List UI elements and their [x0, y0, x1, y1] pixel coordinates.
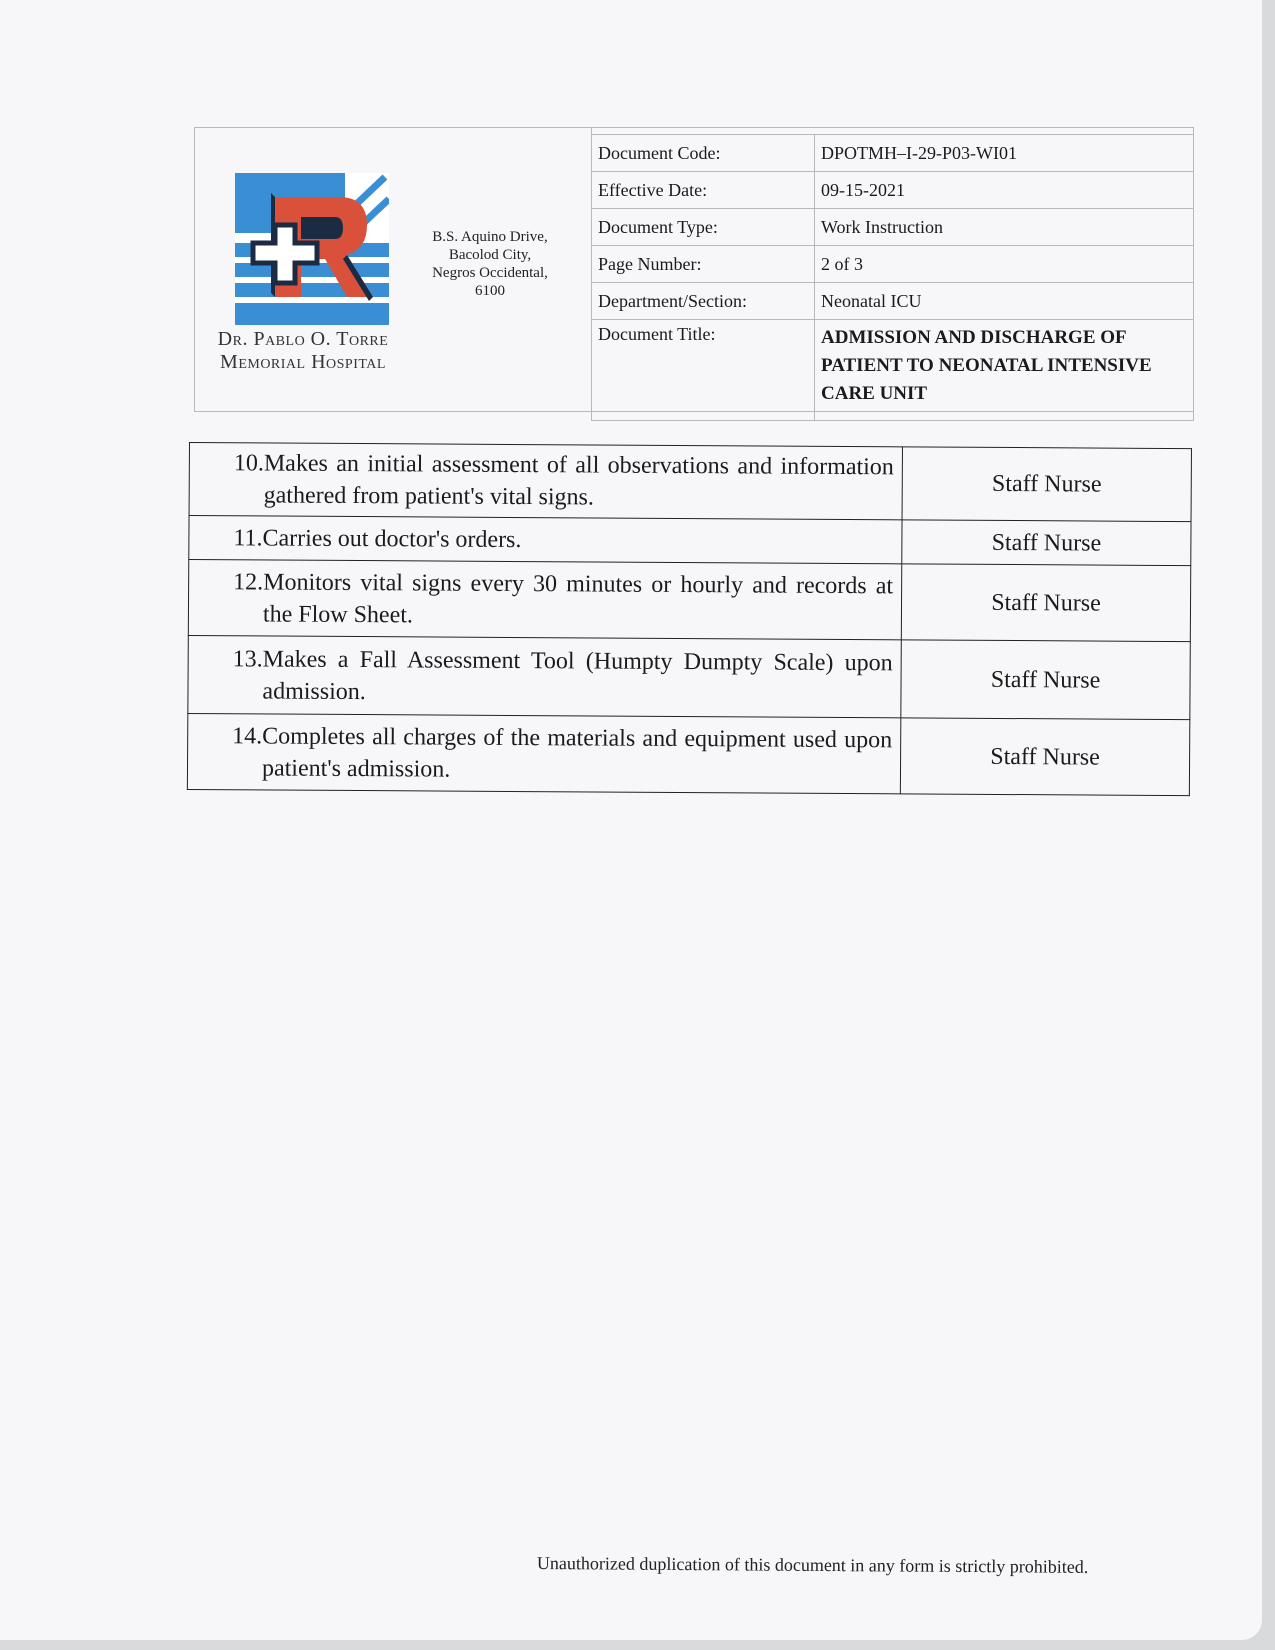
table-row	[189, 443, 1191, 522]
hospital-name-line1: Dr. Pablo O. Torre	[217, 328, 389, 350]
procedure-steps-table	[187, 442, 1192, 796]
info-label: Page Number:	[592, 246, 815, 283]
hospital-identity	[195, 128, 592, 411]
document-header	[194, 127, 1194, 412]
responsible-cell: Staff Nurse	[902, 447, 1191, 522]
info-row-document-code	[592, 135, 1194, 172]
responsible-cell: Staff Nurse	[901, 640, 1190, 720]
responsible-cell: Staff Nurse	[902, 520, 1191, 566]
step-number: 13.	[232, 645, 263, 672]
info-value: Neonatal ICU	[815, 283, 1194, 320]
hospital-address	[420, 228, 560, 300]
table-row	[189, 516, 1191, 566]
info-label: Department/Section:	[592, 283, 815, 320]
hospital-logo	[235, 173, 389, 325]
address-line: B.S. Aquino Drive,	[432, 229, 548, 245]
info-row-department	[592, 283, 1194, 320]
hospital-name	[203, 328, 403, 374]
table-row	[187, 713, 1189, 795]
document-title: ADMISSION AND DISCHARGE OF PATIENT TO NEONATAL INTENSIVE CARE UNIT	[815, 320, 1194, 421]
info-row-effective-date	[592, 172, 1194, 209]
document-info-table	[591, 134, 1194, 421]
step-cell	[188, 635, 901, 717]
info-row-document-type	[592, 209, 1194, 246]
responsible-cell: Staff Nurse	[901, 564, 1190, 642]
address-line: 6100	[475, 283, 505, 299]
info-value: Work Instruction	[815, 209, 1194, 246]
step-cell	[188, 560, 901, 640]
table-row	[188, 635, 1190, 719]
info-label: Effective Date:	[592, 172, 815, 209]
info-row-document-title	[592, 320, 1194, 421]
responsible-cell: Staff Nurse	[900, 718, 1189, 796]
step-number: 14.	[232, 722, 263, 749]
info-label: Document Type:	[592, 209, 815, 246]
step-text: Monitors vital signs every 30 minutes or hourly and records at the Flow Sheet.	[262, 568, 894, 628]
step-number: 11.	[233, 524, 263, 551]
hospital-name-line2: Memorial Hospital	[220, 351, 386, 373]
info-value: 09-15-2021	[815, 172, 1194, 209]
step-number: 10.	[233, 450, 264, 477]
step-text: Carries out doctor's orders.	[262, 524, 522, 553]
info-row-page-number	[592, 246, 1194, 283]
step-cell	[187, 713, 900, 793]
info-label: Document Code:	[592, 135, 815, 172]
step-text: Makes a Fall Assessment Tool (Humpty Dumpty Scale) upon admission.	[262, 645, 893, 705]
footer-notice: Unauthorized duplication of this document in any form is strictly prohibited.	[536, 1553, 1089, 1577]
info-value: 2 of 3	[815, 246, 1194, 283]
step-text: Makes an initial assessment of all observations and information gathered from patient's vital signs.	[263, 450, 894, 511]
info-value: DPOTMH–I-29-P03-WI01	[815, 135, 1194, 172]
step-number: 12.	[233, 568, 264, 595]
address-line: Bacolod City,	[448, 247, 532, 263]
address-line: Negros Occidental,	[432, 265, 548, 281]
step-cell	[189, 443, 902, 520]
table-row	[188, 560, 1190, 642]
step-cell	[189, 516, 902, 564]
info-label: Document Title:	[592, 320, 815, 421]
step-text: Completes all charges of the materials and equipment used upon patient's admission.	[261, 722, 893, 783]
